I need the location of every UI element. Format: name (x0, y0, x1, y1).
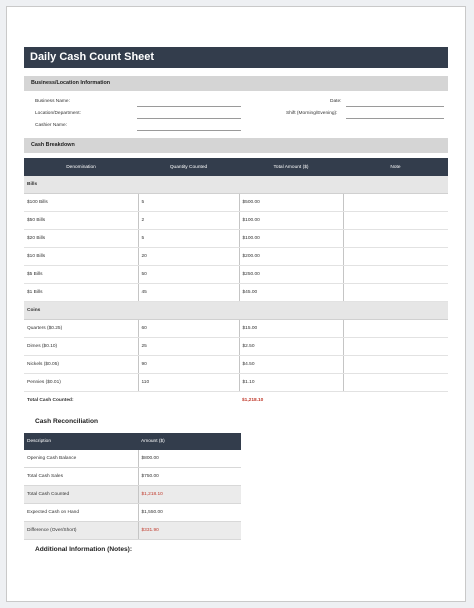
note-cell[interactable] (343, 284, 448, 302)
rc-description-cell: Total Cash Counted (24, 486, 138, 504)
denomination-cell: $10 Bills (24, 248, 138, 266)
total-note-cell (343, 392, 448, 410)
rc-description-cell: Total Cash Sales (24, 468, 138, 486)
denomination-cell: $1 Bills (24, 284, 138, 302)
table-row (24, 450, 241, 468)
cash-breakdown-table (24, 158, 448, 409)
col-header-quantity: Quantity Counted (138, 158, 239, 176)
amount-cell: $4.50 (239, 356, 343, 374)
table-row (24, 230, 448, 248)
business-name-field[interactable] (137, 106, 241, 107)
amount-cell: $250.00 (239, 266, 343, 284)
denomination-cell: $5 Bills (24, 266, 138, 284)
note-cell[interactable] (343, 212, 448, 230)
amount-cell: $15.00 (239, 320, 343, 338)
shift-field[interactable] (346, 118, 444, 119)
quantity-cell[interactable]: 45 (138, 284, 239, 302)
note-cell[interactable] (343, 230, 448, 248)
denomination-cell: $50 Bills (24, 212, 138, 230)
col-header-denomination: Denomination (24, 158, 138, 176)
shift-label: Shift (Morning/Evening): (286, 111, 338, 116)
business-info-header: Business/Location Information (24, 76, 448, 91)
bills-group-label: Bills (24, 176, 448, 194)
reconciliation-title: Cash Reconciliation (35, 418, 99, 425)
table-row (24, 338, 448, 356)
table-row (24, 212, 448, 230)
note-cell[interactable] (343, 248, 448, 266)
table-row (24, 266, 448, 284)
date-field[interactable] (346, 106, 444, 107)
quantity-cell[interactable]: 5 (138, 194, 239, 212)
denomination-cell: $100 Bills (24, 194, 138, 212)
quantity-cell[interactable]: 110 (138, 374, 239, 392)
quantity-cell[interactable]: 60 (138, 320, 239, 338)
amount-cell: $100.00 (239, 212, 343, 230)
denomination-cell: $20 Bills (24, 230, 138, 248)
amount-cell: $200.00 (239, 248, 343, 266)
business-name-label: Business Name: (35, 99, 70, 104)
col-header-note: Note (343, 158, 448, 176)
rc-amount-cell[interactable]: $750.00 (138, 468, 241, 486)
quantity-cell[interactable]: 50 (138, 266, 239, 284)
table-row (24, 284, 448, 302)
total-spacer-cell (138, 392, 239, 410)
quantity-cell[interactable]: 2 (138, 212, 239, 230)
table-row (24, 522, 241, 540)
amount-cell: $1.10 (239, 374, 343, 392)
coins-group-label: Coins (24, 302, 448, 320)
location-label: Location/Department: (35, 111, 81, 116)
table-row (24, 504, 241, 522)
table-row (24, 248, 448, 266)
location-field[interactable] (137, 118, 241, 119)
rc-amount-cell[interactable]: $1,550.00 (138, 504, 241, 522)
table-row (24, 374, 448, 392)
cashier-label: Cashier Name: (35, 123, 67, 128)
amount-cell: $45.00 (239, 284, 343, 302)
note-cell[interactable] (343, 356, 448, 374)
denomination-cell: Dimes ($0.10) (24, 338, 138, 356)
note-cell[interactable] (343, 338, 448, 356)
rc-amount-cell: $331.90 (138, 522, 241, 540)
col-header-amount: Total Amount ($) (239, 158, 343, 176)
quantity-cell[interactable]: 25 (138, 338, 239, 356)
rc-amount-cell[interactable]: $800.00 (138, 450, 241, 468)
table-row (24, 486, 241, 504)
rc-col-header-amount: Amount ($) (138, 433, 241, 450)
denomination-cell: Nickels ($0.05) (24, 356, 138, 374)
table-row (24, 320, 448, 338)
notes-title: Additional Information (Notes): (35, 546, 133, 553)
cashier-field[interactable] (137, 130, 241, 131)
denomination-cell: Quarters ($0.25) (24, 320, 138, 338)
rc-amount-cell: $1,218.10 (138, 486, 241, 504)
amount-cell: $500.00 (239, 194, 343, 212)
amount-cell: $2.50 (239, 338, 343, 356)
table-row (24, 468, 241, 486)
rc-description-cell: Difference (Over/Short) (24, 522, 138, 540)
quantity-cell[interactable]: 90 (138, 356, 239, 374)
total-cash-label: Total Cash Counted: (27, 398, 74, 403)
amount-cell: $100.00 (239, 230, 343, 248)
note-cell[interactable] (343, 374, 448, 392)
rc-col-header-description: Description (24, 433, 138, 450)
cash-breakdown-header: Cash Breakdown (24, 138, 448, 153)
quantity-cell[interactable]: 5 (138, 230, 239, 248)
note-cell[interactable] (343, 194, 448, 212)
rc-description-cell: Expected Cash on Hand (24, 504, 138, 522)
sheet-title: Daily Cash Count Sheet (24, 47, 448, 68)
denomination-cell: Pennies ($0.01) (24, 374, 138, 392)
date-label: Date: (330, 99, 342, 104)
table-row (24, 194, 448, 212)
note-cell[interactable] (343, 320, 448, 338)
reconciliation-table (24, 433, 241, 540)
quantity-cell[interactable]: 20 (138, 248, 239, 266)
note-cell[interactable] (343, 266, 448, 284)
rc-description-cell: Opening Cash Balance (24, 450, 138, 468)
total-cash-value: $1,218.10 (242, 398, 264, 403)
table-row (24, 356, 448, 374)
